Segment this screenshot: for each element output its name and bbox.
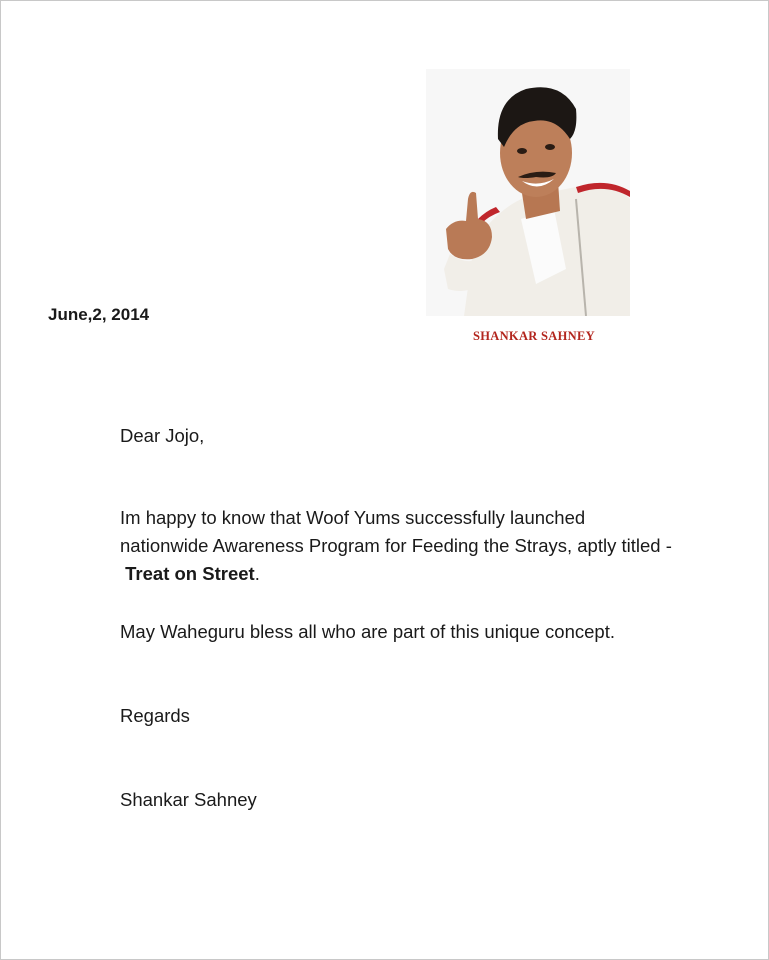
salutation: Dear Jojo,: [120, 425, 205, 446]
paragraph-line: nationwide Awareness Program for Feeding the Strays, aptly titled -: [120, 535, 672, 556]
program-title: Treat on Street: [125, 563, 255, 584]
paragraph-blessing: May Waheguru bless all who are part of this unique concept.: [120, 621, 615, 642]
closing: Regards: [120, 705, 190, 726]
portrait-photo: [426, 69, 630, 316]
program-title-line: [120, 560, 720, 588]
signature: Shankar Sahney: [120, 789, 257, 810]
program-title-suffix: .: [254, 563, 260, 584]
letter-date: June,2, 2014: [48, 305, 150, 324]
paragraph-announcement: [120, 504, 720, 588]
paragraph-line: Im happy to know that Woof Yums successfully launched: [120, 507, 586, 528]
photo-caption: SHANKAR SAHNEY: [473, 329, 595, 343]
